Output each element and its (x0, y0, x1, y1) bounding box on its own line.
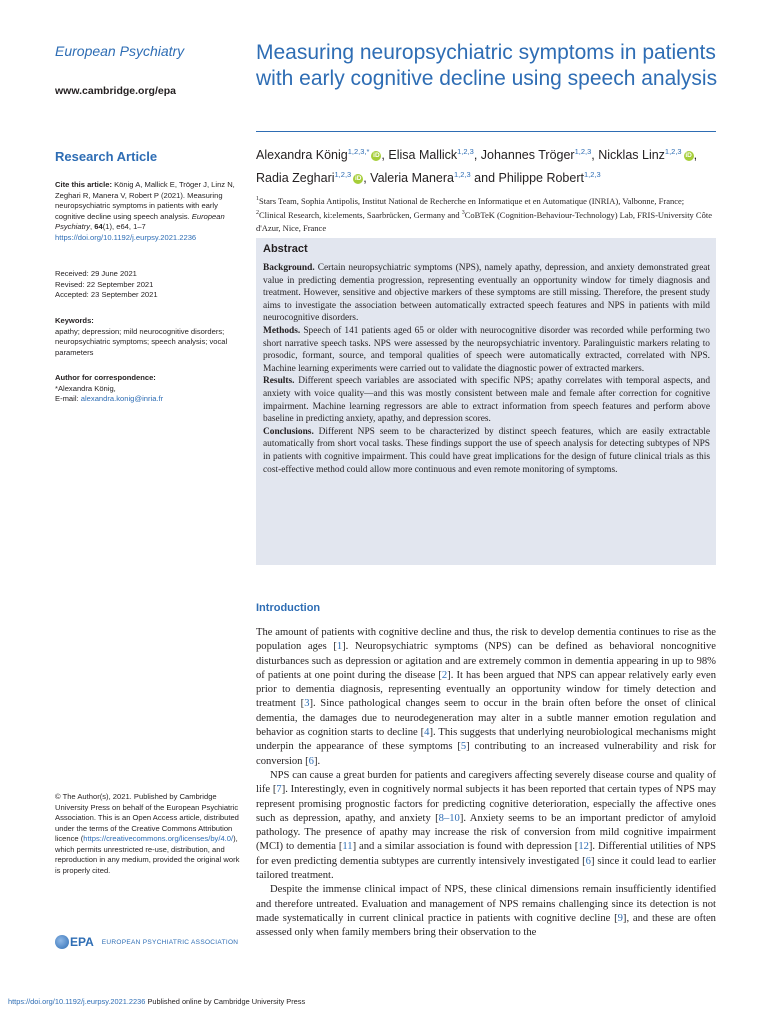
background-text: Certain neuropsychiatric symptoms (NPS), namely apathy, depression, and anxiety demonstrated great value in predicting dementia progression, representing eventually an opportunity window for timely diagnosis and treatment. However, sensitive and objective markers of these symptoms are still missing. Therefore, the present study aims to investigate the association between automatically extracted speech features and NPS in patients with mild neurocognitive disorders. (263, 263, 710, 324)
methods-label: Methods. (263, 325, 301, 336)
paragraph-text: Despite the immense clinical impact of NPS, these clinical dimensions remain insufficiently identified and therefore untreated. Evaluation and management of NPS remains challenging since its detection is not made systematically in current clinical practice in patients with cognitive decline [ (256, 884, 716, 924)
reference-link[interactable]: 3 (304, 698, 310, 710)
paragraph-text: ]. (313, 755, 321, 767)
introduction-heading: Introduction (256, 602, 321, 614)
results-text: Different speech variables are associated with specific NPS; apathy correlates with temporal aspects, and anxiety with voice quality—and this was mostly consistent between male and female after correction for cognitive impairment. Machine learning regressors are able to extract information from speech features and perform above baseline in predicting anxiety, apathy, and depression scores. (263, 376, 711, 425)
email-label: E-mail: (55, 394, 79, 403)
author-list: Alexandra König$^{1,2,3,*}$ iD , Elisa Mallick$^{1,2,3}$, Johannes Tröger$^{1,2,3}$, Nicklas Linz$^{1,2,3}$ iD , Radia Zeghari$^{1,2,3}$ iD , Valeria Manera$^{1,2,3}$ and Philippe Robert$^{1,2,3}$ (256, 147, 698, 186)
reference-link[interactable]: 12 (578, 841, 589, 853)
author-name: Radia Zeghari (256, 171, 335, 186)
dates-block (55, 269, 240, 301)
paragraph-text: ] contributing to an increased vulnerability and risk for conversion [ (256, 741, 716, 767)
author-name: Philippe Robert (498, 171, 584, 186)
orcid-icon[interactable]: iD (373, 151, 380, 159)
introduction-body (256, 626, 716, 941)
revised-date: Revised: 22 September 2021 (55, 279, 154, 289)
email-link[interactable]: alexandra.konig@inria.fr (80, 394, 164, 403)
conclusions-label: Conclusions. (263, 426, 314, 437)
article-type: Research Article (55, 149, 158, 164)
author-name: Nicklas Linz (598, 148, 665, 163)
abstract-heading: Abstract (263, 243, 308, 255)
keywords-text: apathy; depression; mild neurocognitive disorders; neuropsychiatric symptoms; speech analysis; vocal parameters (55, 326, 228, 357)
abstract-body (263, 262, 710, 476)
epa-mark-text: EPA (70, 935, 94, 949)
paragraph-text: ]. It has been argued that NPS can appear relatively early even prior to dementia diagnosis, representing eventually an opportunity window for timely detection and treatment [ (256, 669, 716, 710)
epa-logo (55, 930, 260, 954)
epa-logo-mark (55, 935, 94, 949)
cite-doi-link[interactable]: https://doi.org/10.1192/j.eurpsy.2021.2236 (55, 232, 197, 242)
author-name: Elisa Mallick (388, 148, 458, 163)
reference-link[interactable]: 2 (441, 669, 448, 681)
footer-doi-link[interactable]: https://doi.org/10.1192/j.eurpsy.2021.2236 (8, 997, 146, 1006)
footer-text: Published online by Cambridge University Press (147, 997, 306, 1006)
cite-text: König A, Mallick E, Tröger J, Linz N, Zeghari R, Manera V, Robert P (2021). Measuring neuropsychiatric symptoms in patients with early cognitive decline using speech analysis. (55, 180, 235, 221)
reference-link[interactable]: 6 (585, 855, 591, 867)
license-block (55, 792, 240, 876)
orcid-icon[interactable]: iD (685, 151, 692, 159)
keywords-block (55, 316, 240, 358)
reference-link[interactable]: 4 (424, 727, 430, 739)
affiliation-2: Clinical Research, ki:elements, Saarbrücken, Germany and (259, 210, 460, 221)
reference-link[interactable]: 7 (276, 784, 282, 796)
title-divider (256, 131, 716, 132)
cite-issue: (1), e64, 1–7 (102, 222, 146, 231)
reference-link[interactable]: 5 (460, 741, 467, 753)
introduction-paragraph (256, 883, 716, 940)
reference-link[interactable]: 6 (308, 755, 314, 767)
author-affiliation-marker: 1,2,3 (574, 147, 592, 156)
received-date: Received: 29 June 2021 (55, 269, 137, 278)
paragraph-text: NPS can cause a great burden for patients and caregivers affecting severely disease course and quality of life [ (256, 769, 716, 796)
background-label: Background. (263, 263, 315, 273)
author-affiliation-marker: 1,2,3 (583, 170, 601, 180)
citation-block: Cite this article: König A, Mallick E, Tröger J, Linz N, Zeghari R, Manera V, Robert P (2021). Measuring neuropsychiatric symptoms in patients with early cognitive decline using speech analysis. European Psychiatry, 64(1), e64, 1–7 https://doi.org/10.1192/j.eurpsy.2021.2236 (55, 180, 235, 242)
paragraph-text: ] since it could lead to earlier tailored treatment. (256, 855, 716, 882)
paragraph-text: The amount of patients with cognitive decline and thus, the risk to develop dementia continues to rise as the population ages [ (256, 627, 716, 653)
reference-link[interactable]: 8–10 (438, 812, 460, 824)
author-affiliation-marker: 1,2,3 (457, 147, 474, 156)
author-affiliation-marker: 1,2,3 (334, 170, 352, 180)
paragraph-text: ]. Differential utilities of NPS for even predicting dementia subtypes are currently intensively investigated [ (256, 841, 716, 867)
epa-logo-text: EUROPEAN PSYCHIATRIC ASSOCIATION (101, 938, 239, 946)
affiliations: $^1$Stars Team, Sophia Antipolis, Institut National de Recherche en Informatique et en Automatique (INRIA), Valbonne, France; $^2$Clinical Research, ki:elements, Saarbrücken, Germany and $^3$CoBTeK (Cognition-Behaviour-Technology) Lab, FRIS-University Côte d'Azur, Nice, France (256, 195, 712, 233)
correspondence-label: Author for correspondence: (55, 373, 156, 382)
page-footer (8, 997, 305, 1006)
paragraph-text: ]. This suggests that underlying neurobiological mechanisms might underpin the appearance of these symptoms [ (256, 727, 716, 753)
paragraph-text: ]. Since pathological changes seem to occur in the brain often before the onset of clinical dementia, the damages due to neurodegeneration may alter in a subtle manner emotion regulation and behavior as cognition starts to decline [ (256, 698, 716, 739)
cite-journal: European Psychiatry (55, 211, 225, 231)
paragraph-text: ], and these are often assessed only when family members bring their observation to the (256, 912, 716, 939)
license-text-end: ), which permits unrestricted re-use, distribution, and reproduction in any medium, provided the original work is properly cited. (55, 834, 240, 875)
affiliation-1: Stars Team, Sophia Antipolis, Institut National de Recherche en Informatique et en Automatique (INRIA), Valbonne, France; (259, 195, 685, 206)
cite-label: Cite this article: (55, 180, 112, 189)
methods-text: Speech of 141 patients aged 65 or older with neurocognitive disorder was recorded while performing two short narrative speech tasks. NPS were assessed by the neuropsychiatric inventory. Paralinguistic markers relating to prosodic, formant, source, and temporal qualities of speech were automatically extracted, correlated with NPS. Machine learning experiments were carried out to validate the diagnostic power of extracted markers. (263, 325, 710, 374)
license-link[interactable]: https://creativecommons.org/licenses/by/4.0/ (83, 834, 234, 843)
keywords-label: Keywords: (55, 316, 94, 325)
journal-name: European Psychiatry (55, 43, 185, 59)
introduction-paragraph (256, 626, 716, 769)
introduction-paragraph (256, 769, 716, 883)
author-affiliation-marker: 1,2,3 (454, 170, 471, 180)
cite-volume: 64 (94, 222, 103, 231)
correspondence-block (55, 373, 240, 405)
correspondence-name: *Alexandra König, (55, 383, 116, 393)
journal-website[interactable]: www.cambridge.org/epa (55, 85, 176, 97)
accepted-date: Accepted: 23 September 2021 (55, 290, 158, 299)
author-name: Alexandra König (256, 148, 348, 163)
author-affiliation-marker: 1,2,3,* (347, 147, 370, 156)
author-affiliation-marker: 1,2,3 (664, 147, 682, 156)
reference-link[interactable]: 1 (336, 641, 343, 653)
orcid-icon[interactable]: iD (354, 175, 362, 183)
author-name: Johannes Tröger (480, 148, 575, 163)
license-text: © The Author(s), 2021. Published by Cambridge University Press on behalf of the European Psychiatric Association. This is an Open Access article, distributed under the terms of the Creative Commons Attribution licence ( (55, 792, 239, 843)
reference-link[interactable]: 11 (342, 841, 353, 853)
results-label: Results. (263, 376, 295, 387)
author-name: Valeria Manera (370, 171, 454, 186)
affiliation-3: CoBTeK (Cognition-Behaviour-Technology) Lab, FRIS-University Côte d'Azur, Nice, France (256, 210, 712, 233)
globe-icon (55, 935, 69, 949)
conclusions-text: Different NPS seem to be characterized by distinct speech features, which are easily extractable automatically from short vocal tasks. These findings support the use of speech analysis for detecting subtypes of NPS in patients with cognitive impairment. This could have great implications for the design of future clinical trials as this cost-effective method could allow more continuous and even remote monitoring of symptoms. (263, 426, 711, 475)
paragraph-text: ]. Interestingly, even in cognitively normal subjects it has been reported that certain types of NPS may represent promising prognostic factors for predicting cognitive deterioration, especially the affective ones such as depression, apathy, and anxiety [ (256, 784, 717, 824)
paragraph-text: ]. Neuropsychiatric symptoms (NPS) can be defined as behavioral noncognitive disturbances such as depression or agitation and are extremely common in dementia appearing in up to 98% of patients at one point during the disease [ (256, 641, 716, 681)
paragraph-text: ] and a similar association is found with depression [ (352, 841, 579, 853)
paragraph-text: ]. Anxiety seems to be an important predictor of amyloid pathology. The presence of apathy may increase the risk of conversion from mild cognitive impairment (MCI) to dementia [ (256, 812, 716, 853)
article-title: Measuring neuropsychiatric symptoms in patients with early cognitive decline using speech analysis (256, 41, 718, 90)
reference-link[interactable]: 9 (617, 912, 623, 924)
